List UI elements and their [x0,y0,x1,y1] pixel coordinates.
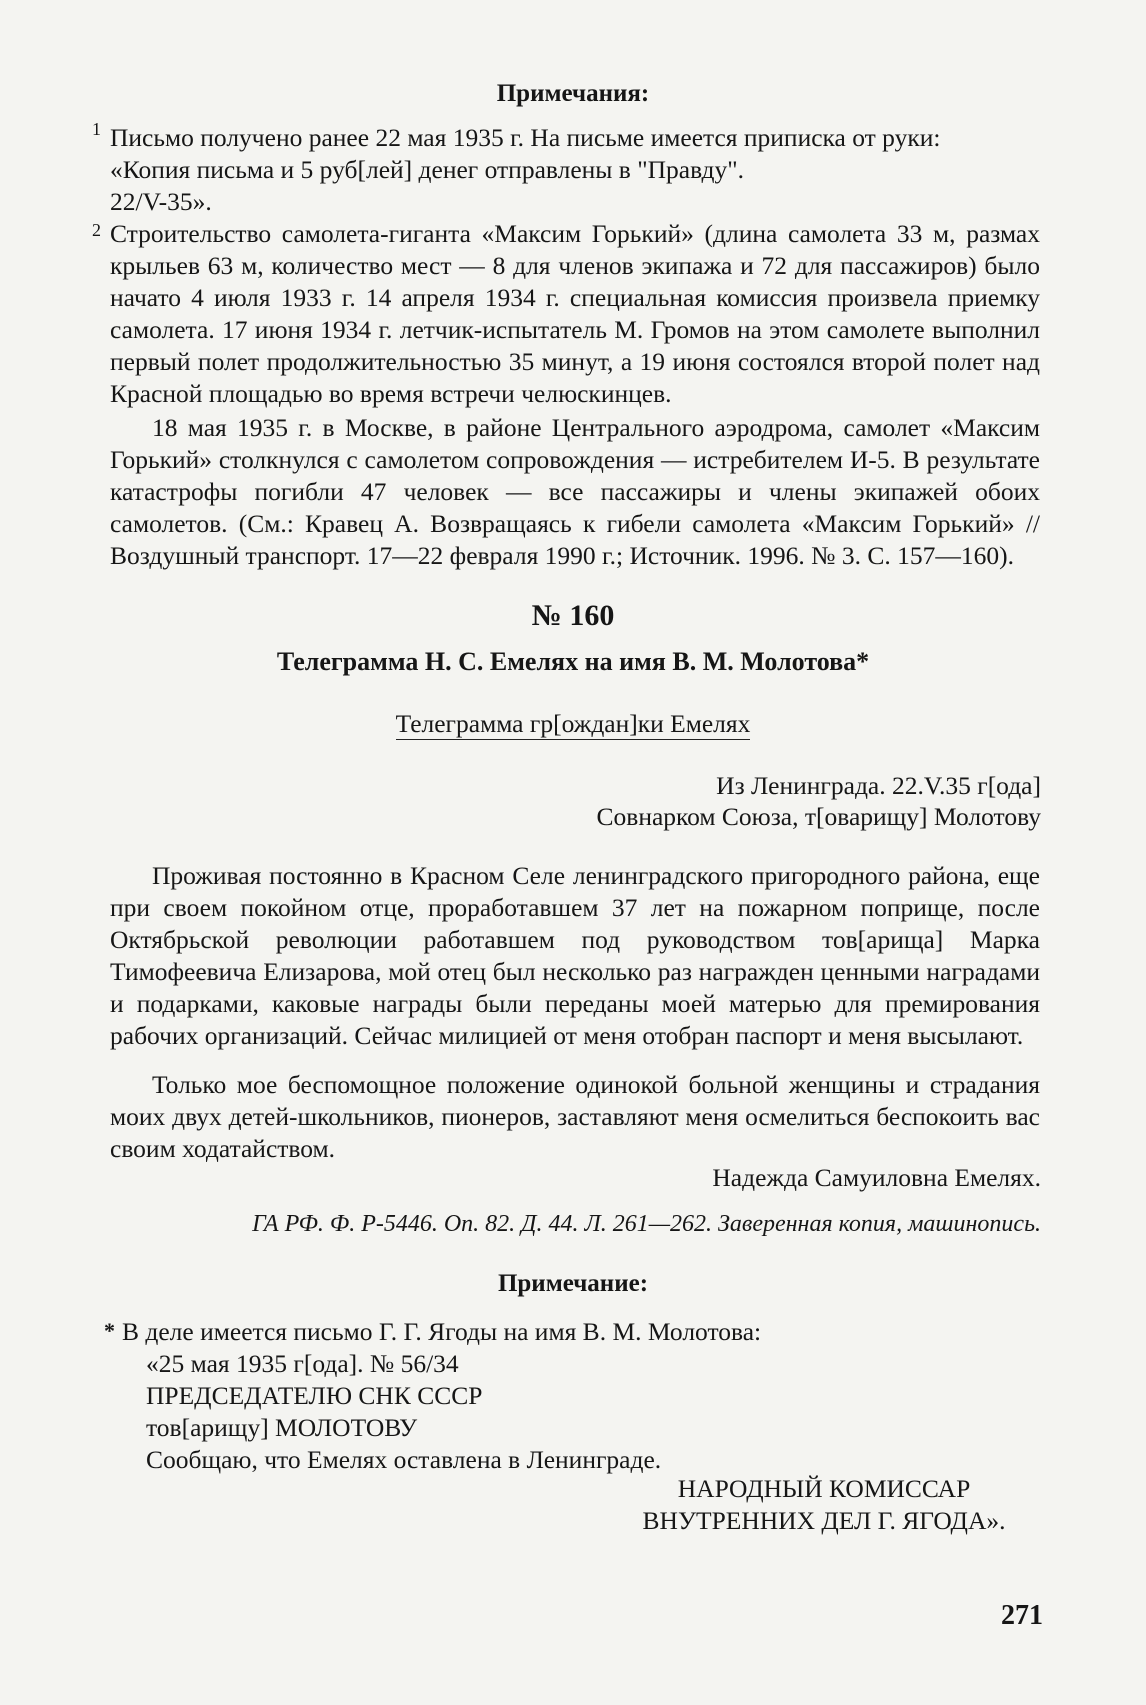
document-addressee: Совнарком Союза, т[оварищу] Молотову [596,802,1041,831]
note-1-marker: 1 [92,119,101,139]
note-2-paragraph-2: 18 мая 1935 г. в Москве, в районе Центрального аэродрома, самолет «Максим Горький» столкнулся с самолетом сопровождения — истребителем И-5. В результате катастрофы погибли 47 человек — все пассажиры и члены экипажей обоих самолетов. (См.: Кравец А. Возвращаясь к гибели самолета «Максим Горький» // Воздушный транспорт. 17—22 февраля 1990 г.; Источник. 1996. № 3. С. 157—160). [110,413,1040,570]
note-1 [92,119,1040,218]
document-origin: Из Ленинграда. 22.V.35 г[ода] [716,771,1041,800]
document-subtitle [0,708,1146,740]
document-title: Телеграмма Н. С. Емелях на имя В. М. Молотова* [276,647,870,676]
notes-heading: Примечания: [496,80,650,107]
archive-source: ГА РФ. Ф. Р-5446. Оп. 82. Д. 44. Л. 261—262. Заверенная копия, машинопись. [252,1211,1041,1237]
footnote-line-2: «25 мая 1935 г[ода]. № 56/34 [146,1349,459,1378]
document-paragraph-2: Только мое беспомощное положение одинокой больной женщины и страдания моих двух детей-школьников, пионеров, заставляют меня осмелиться беспокоить вас своим ходатайством. [110,1070,1040,1163]
note-2 [92,218,1040,572]
note-1-line-2: «Копия письма и 5 руб[лей] денег отправлены в "Правду". [110,155,745,184]
document-paragraph-1: Проживая постоянно в Красном Селе ленинградского пригородного района, еще при своем покойном отце, проработавшем 37 лет на пожарном поприще, после Октябрьской революции работавшем под руководством тов[арища] Марка Тимофеевича Елизарова, мой отец был несколько раз награжден ценными наградами и подарками, каковые награды были переданы моей матерью для премирования рабочих организаций. Сейчас милицией от меня отобран паспорт и меня высылают. [110,861,1040,1050]
footnote-line-3: ПРЕДСЕДАТЕЛЮ СНК СССР [146,1381,483,1410]
footnote-line-1: В деле имеется письмо Г. Г. Ягоды на имя В. М. Молотова: [122,1317,762,1346]
note-2-marker: 2 [92,220,101,240]
footnote-sign-line-1: НАРОДНЫЙ КОМИССАР [677,1474,971,1503]
footnote-line-5: Сообщаю, что Емелях оставлена в Ленинграде. [146,1445,662,1474]
document-number: № 160 [531,599,615,632]
note-1-line-3: 22/V-35». [110,187,212,216]
page-number: 271 [1001,1600,1043,1631]
footnote-sign-line-2: ВНУТРЕННИХ ДЕЛ Г. ЯГОДА». [642,1506,1006,1535]
footnote-line-4: тов[арищу] МОЛОТОВУ [146,1413,418,1442]
note-1-line-1: Письмо получено ранее 22 мая 1935 г. На письме имеется приписка от руки: [110,123,941,152]
note-heading: Примечание: [497,1270,649,1297]
footnote-star: * [104,1318,115,1343]
document-signature: Надежда Самуиловна Емелях. [712,1163,1041,1192]
document-subtitle-text: Телеграмма гр[ождан]ки Емелях [395,709,751,738]
note-2-paragraph-1: Строительство самолета-гиганта «Максим Горький» (длина самолета 33 м, размах крыльев 63 м, количество мест — 8 для членов экипажа и 72 для пассажиров) было начато 4 июля 1933 г. 14 апреля 1934 г. специальная комиссия произвела приемку самолета. 17 июня 1934 г. летчик-испытатель М. Громов на этом самолете выполнил первый полет продолжительностью 35 минут, а 19 июня состоялся второй полет над Красной площадью во время встречи челюскинцев. [110,219,1040,408]
